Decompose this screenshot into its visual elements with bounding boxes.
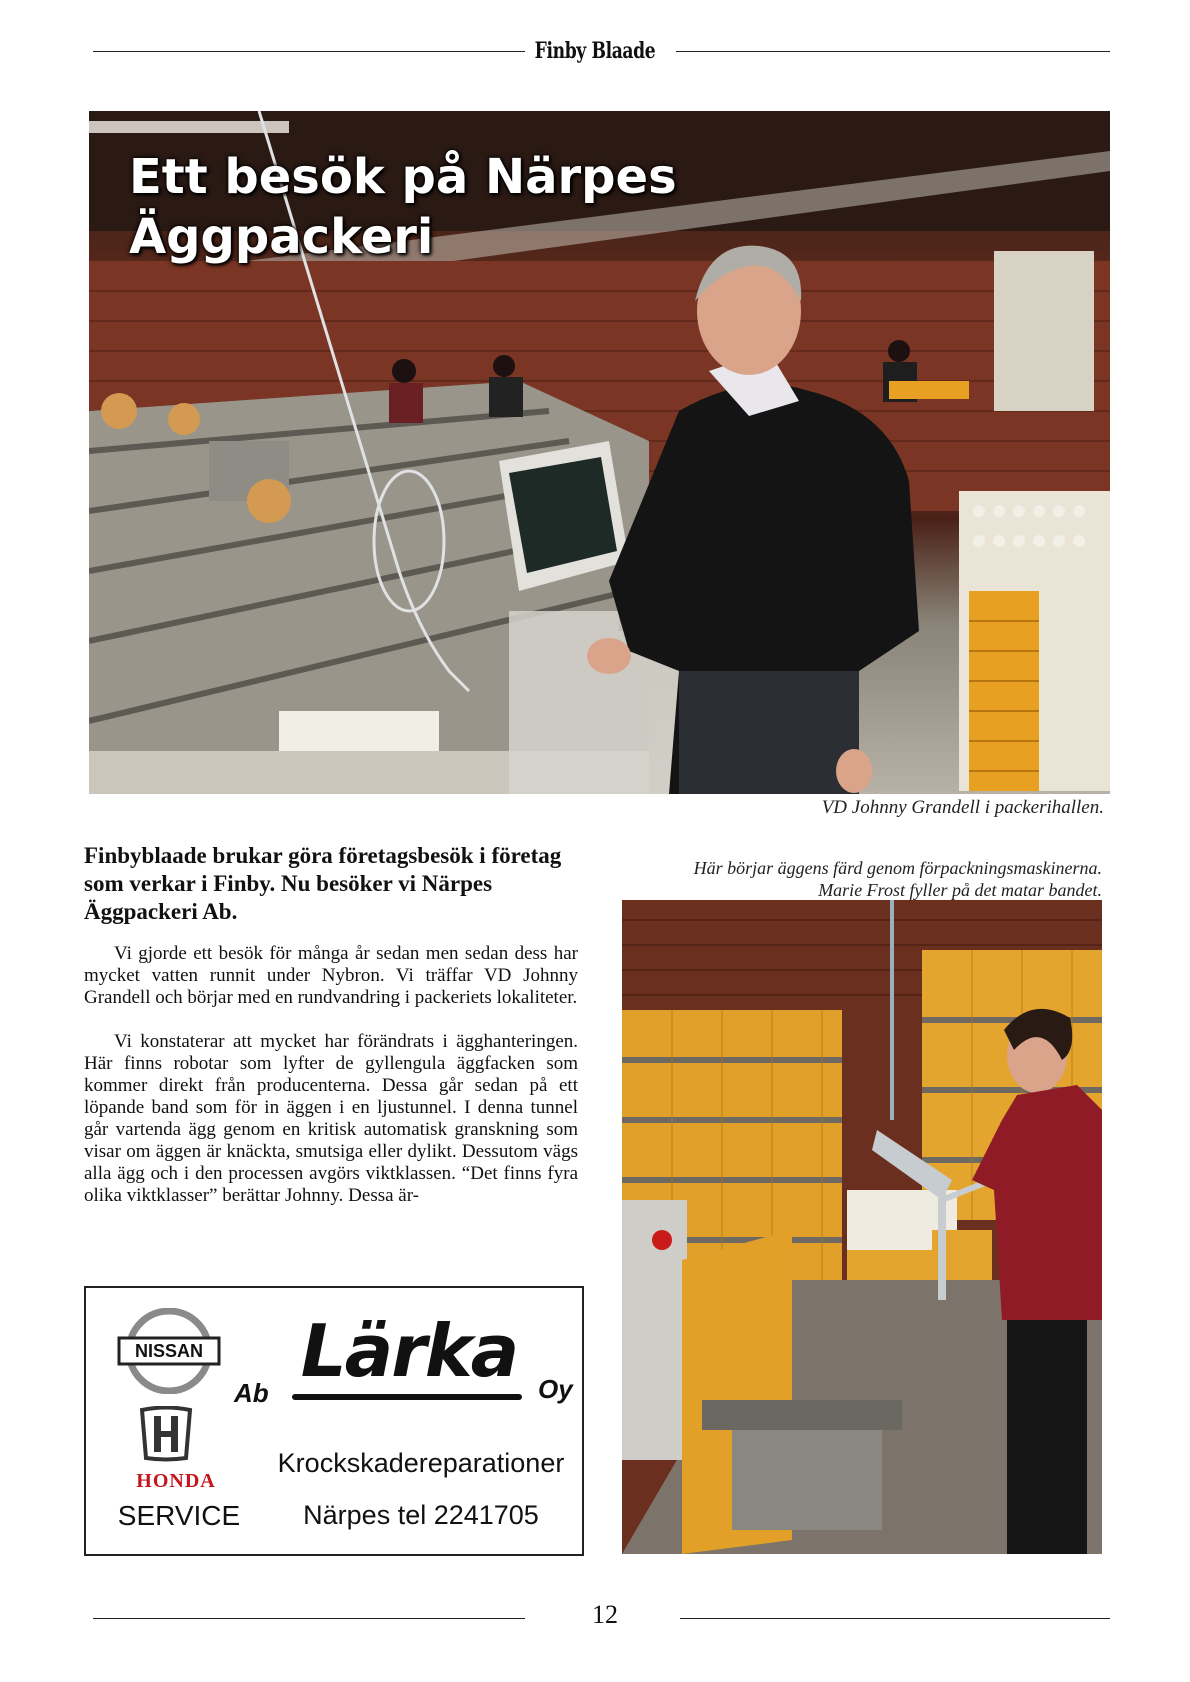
headline-line-1: Ett besök på Närpes <box>129 149 677 205</box>
page-number: 12 <box>592 1600 618 1629</box>
article-headline <box>129 147 677 267</box>
larka-wordmark: Lärka <box>300 1309 518 1393</box>
photo2-caption-line-2: Marie Frost fyller på det matar bandet. <box>818 880 1102 900</box>
paragraph-1: Vi gjorde ett besök för många år sedan men sedan dess har mycket vatten runnit under Nybron. Vi träffar VD Johnny Grandell och börjar med en rundvandring i packeriets lokaliteter. <box>84 943 578 1008</box>
publication-title: Finby Blaade <box>534 38 656 64</box>
hero-caption: VD Johnny Grandell i packerihallen. <box>821 797 1104 818</box>
article-lead: Finbyblaade brukar göra företagsbesök i företag som verkar i Finby. Nu besöker vi Närpes Äggpackeri Ab. <box>84 843 562 924</box>
advertisement <box>84 1286 584 1556</box>
hero-photo <box>89 111 1110 794</box>
ad-ab: Ab <box>234 1378 269 1408</box>
ad-phone-line: Närpes tel 2241705 <box>303 1500 539 1530</box>
headline-line-2: Äggpackeri <box>129 209 434 265</box>
photo2-caption-line-1: Här börjar äggens färd genom förpackningsmaskinerna. <box>693 858 1102 878</box>
ad-oy: Oy <box>538 1374 573 1404</box>
larka-swoosh <box>292 1394 522 1400</box>
nissan-wordmark: NISSAN <box>134 1341 203 1361</box>
footer-rule-left <box>93 1618 525 1619</box>
header-rule-right <box>676 51 1110 52</box>
footer-rule-right <box>680 1618 1110 1619</box>
ad-repair-line: Krockskadereparationer <box>277 1448 565 1478</box>
honda-logo <box>136 1406 196 1462</box>
paragraph-2: Vi konstaterar att mycket har förändrats i ägghanteringen. Här finns robotar som lyfter de gyllengula äggfacken som kommer direkt från producenterna. Dessa går sedan på ett löpande band som för in äggen i en ljustunnel. I denna tunnel går vartenda ägg genom en kritisk automatisk granskning som visar om äggen är knäckta, smutsiga eller dylikt. Dessutom vägs alla ägg och i den processen avgörs viktklassen. “Det finns fyra olika viktklasser” berättar Johnny. Dessa är- <box>84 1031 578 1206</box>
honda-logo-mark <box>136 1406 196 1462</box>
service-label: SERVICE <box>117 1500 241 1531</box>
honda-wordmark: HONDA <box>136 1470 216 1492</box>
packing-photo <box>622 900 1102 1554</box>
nissan-logo <box>116 1308 222 1394</box>
article-body <box>84 943 578 1207</box>
packing-photo-scene <box>622 900 1102 1554</box>
header-rule-left <box>93 51 525 52</box>
